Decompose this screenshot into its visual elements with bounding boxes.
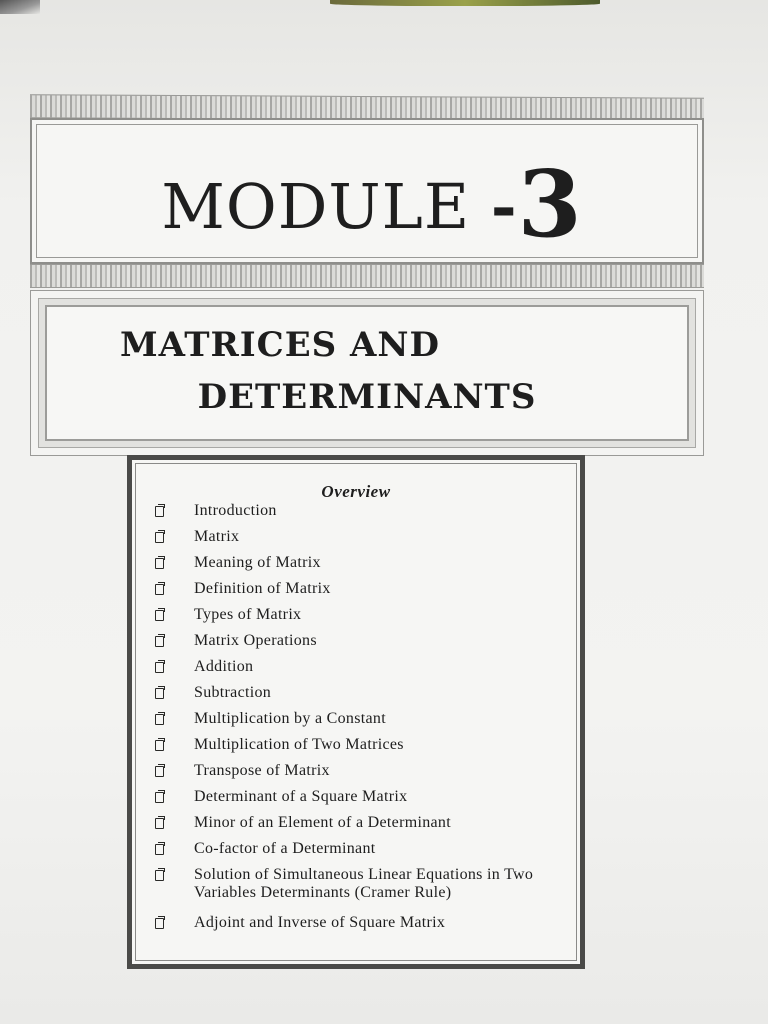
module-title (112, 142, 632, 258)
topic-label: Addition (194, 658, 254, 675)
bullet-icon (154, 842, 166, 855)
bullet-icon (154, 790, 166, 803)
list-item (154, 580, 564, 606)
subtitle-line-1: MATRICES AND (120, 325, 440, 365)
bullet-icon (154, 608, 166, 621)
list-item (154, 914, 564, 940)
bullet-icon (154, 738, 166, 751)
module-number: 3 (517, 150, 583, 258)
list-item (154, 814, 564, 840)
list-item (154, 632, 564, 658)
bullet-icon (154, 816, 166, 829)
list-item (154, 528, 564, 554)
module-word: MODULE (161, 170, 471, 243)
decorative-band-middle (30, 264, 704, 288)
overview-box (127, 455, 585, 969)
subtitle-box (30, 290, 704, 456)
bullet-icon (154, 530, 166, 543)
list-item (154, 554, 564, 580)
module-dash: - (490, 170, 518, 243)
topic-label: Determinant of a Square Matrix (194, 788, 408, 805)
topic-label: Matrix (194, 528, 240, 545)
topic-label: Multiplication of Two Matrices (194, 736, 404, 753)
bullet-icon (154, 764, 166, 777)
bullet-icon (154, 660, 166, 673)
list-item (154, 762, 564, 788)
bullet-icon (154, 916, 166, 929)
topic-label: Types of Matrix (194, 606, 302, 623)
top-edge-strip (330, 0, 600, 6)
list-item (154, 736, 564, 762)
topic-label: Subtraction (194, 684, 272, 701)
overview-heading: Overview (321, 482, 391, 501)
list-item (154, 840, 564, 866)
topic-label: Transpose of Matrix (194, 762, 330, 779)
topic-label: Solution of Simultaneous Linear Equations in Two Variables Determinants (Cramer Rule) (194, 866, 534, 901)
list-item (154, 606, 564, 632)
page-corner-shadow (0, 0, 40, 14)
list-item (154, 502, 564, 528)
bullet-icon (154, 868, 166, 881)
bullet-icon (154, 634, 166, 647)
list-item (154, 684, 564, 710)
list-item (154, 658, 564, 684)
list-item (154, 710, 564, 736)
topic-label: Adjoint and Inverse of Square Matrix (194, 914, 446, 931)
topic-label: Co-factor of a Determinant (194, 840, 376, 857)
bullet-icon (154, 504, 166, 517)
bullet-icon (154, 712, 166, 725)
bullet-icon (154, 556, 166, 569)
topic-label: Definition of Matrix (194, 580, 331, 597)
topic-list (154, 502, 564, 940)
list-item (154, 788, 564, 814)
subtitle-line-2: DETERMINANTS (197, 377, 537, 417)
module-title-box (30, 118, 704, 264)
topic-label: Meaning of Matrix (194, 554, 321, 571)
topic-label: Multiplication by a Constant (194, 710, 386, 727)
bullet-icon (154, 686, 166, 699)
list-item (154, 866, 564, 914)
topic-label: Matrix Operations (194, 632, 317, 649)
topic-label: Minor of an Element of a Determinant (194, 814, 451, 831)
topic-label: Introduction (194, 502, 277, 519)
bullet-icon (154, 582, 166, 595)
